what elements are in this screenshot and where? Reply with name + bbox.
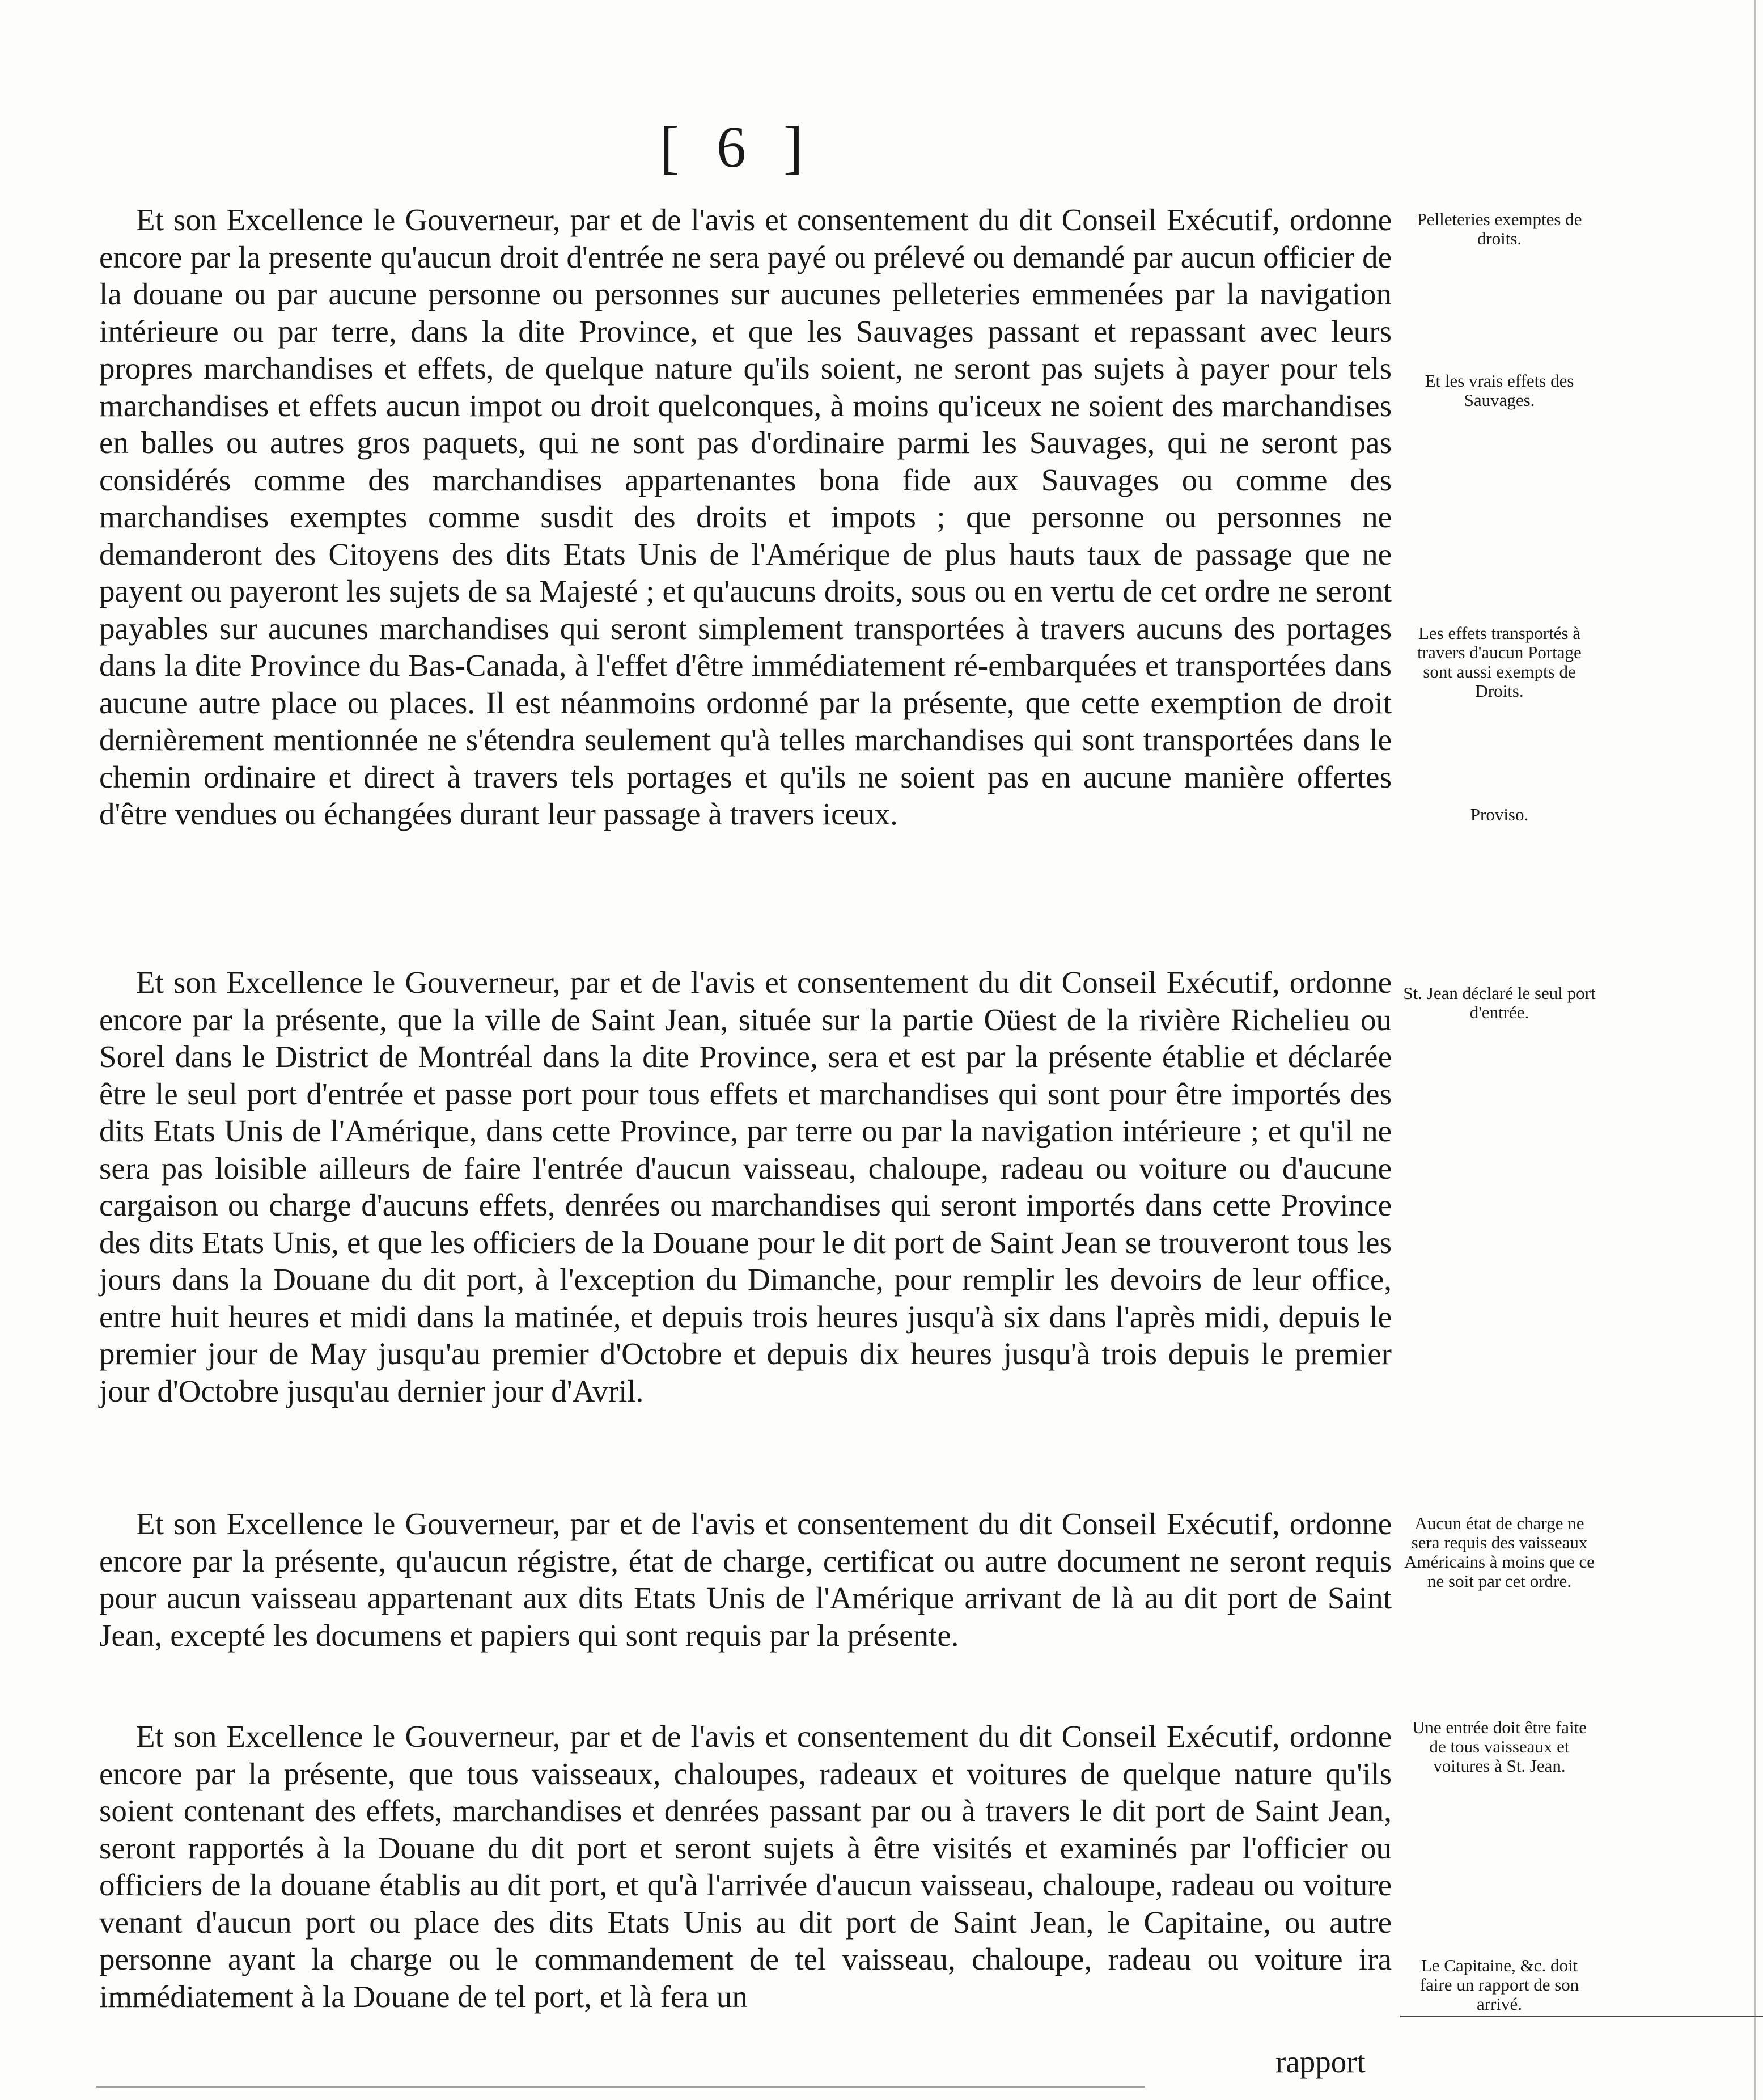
margin-note-proviso: Proviso. bbox=[1470, 805, 1529, 824]
paragraph-vaisseaux: Et son Excellence le Gouverneur, par et de l'avis et consentement du dit Conseil Exécutif, ordonne encore par la présente, que tous vaisseaux, chaloupes, radeaux et voitures de quelque nature qu'ils soient contenant des effets, marchandises et denrées passant par ou à travers le dit port de Saint Jean, seront rapportés à la Douane du dit port et seront sujets à être visités et examinés par l'officier ou officiers de la douane établis au dit port, et qu'à l'arrivée d'aucun vaisseau, chaloupe, radeau ou voiture venant d'aucun port ou place des dits Etats Unis au dit port de Saint Jean, le Capitaine, ou autre personne ayant la charge ou le commandement de tel vaisseau, chaloupe, radeau ou voiture ira immédiatement à la Douane de tel port, et là fera un bbox=[99, 1719, 1392, 2014]
margin-note-saint-jean: St. Jean déclaré le seul port d'entrée. bbox=[1403, 983, 1596, 1022]
margin-note-pelleteries: Pelleteries exemptes de droits. bbox=[1417, 209, 1582, 248]
margin-note-portages: Les effets transportés à travers d'aucun Portage sont aussi exempts de Droits. bbox=[1417, 623, 1582, 701]
paragraph-pelleteries: Et son Excellence le Gouverneur, par et de l'avis et consentement du dit Conseil Exécutif, ordonne encore par la presente qu'aucun droit d'entrée ne sera payé ou prélevé ou demandé par aucun officier de la douane ou par aucune personne ou personnes sur aucunes pelleteries emmenées par la navigation intérieure ou par terre, dans la dite Province, et que les Sauvages passant et repassant avec leurs propres marchandises et effets, de quelque nature qu'ils soient, ne seront pas sujets à payer pour tels marchandises et effets aucun impot ou droit quelconques, à moins qu'iceux ne soient des marchandises en balles ou autres gros paquets, qui ne sont pas d'ordinaire parmi les Sauvages, qui ne seront pas considérés comme des marchandises appartenantes bona fide aux Sauvages ou comme des marchandises exemptes comme susdit des droits et impots ; que personne ou personnes ne demanderont des Citoyens des dits Etats Unis de l'Amérique de plus hauts taux de passage que ne payent ou payeront les sujets de sa Majesté ; et qu'aucuns droits, sous ou en vertu de cet ordre ne seront payables sur aucunes marchandises qui seront simplement transportées à travers aucuns des portages dans la dite Province du Bas-Canada, à l'effet d'être immédiatement ré-embarquées et transportées dans aucune autre place ou places. Il est néanmoins ordonné par la présente, que cette exemption de droit dernièrement mentionnée ne s'étendra seulement qu'à telles marchandises qui sont transportées dans le chemin ordinaire et direct à travers tels portages et qu'ils ne soient pas en aucune manière offertes d'être vendues ou échangées durant leur passage à travers iceux. bbox=[99, 202, 1392, 831]
catchword: rapport bbox=[1275, 2044, 1366, 2079]
margin-note-etat-de-charge: Aucun état de charge ne sera requis des vaisseaux Américains à moins que ce ne soit par cet ordre. bbox=[1404, 1513, 1595, 1591]
page-number: [ 6 ] bbox=[659, 115, 815, 180]
paragraph-documents: Et son Excellence le Gouverneur, par et de l'avis et consentement du dit Conseil Exécutif, ordonne encore par la présente, qu'aucun régistre, état de charge, certificat ou autre document ne seront requis pour aucun vaisseau appartenant aux dits Etats Unis de l'Amérique arrivant de là au dit port de Saint Jean, excepté les documens et papiers qui sont requis par la présente. bbox=[99, 1506, 1392, 1653]
margin-note-capitaine: Le Capitaine, &c. doit faire un rapport de son arrivé. bbox=[1419, 1955, 1579, 2014]
margin-note-sauvages: Et les vrais effets des Sauvages. bbox=[1425, 371, 1574, 410]
scan-artifact-line bbox=[1400, 2016, 1763, 2017]
scan-artifact-edge bbox=[1754, 0, 1756, 2100]
margin-note-entree: Une entrée doit être faite de tous vaisseaux et voitures à St. Jean. bbox=[1412, 1717, 1587, 1776]
paragraph-saint-jean-port: Et son Excellence le Gouverneur, par et de l'avis et consentement du dit Conseil Exécutif, ordonne encore par la présente, que la ville de Saint Jean, située sur la partie Oüest de la rivière Richelieu ou Sorel dans le District de Montréal dans la dite Province, sera et est par la présente établie et déclarée être le seul port d'entrée et passe port pour tous effets et marchandises qui sont pour être importés des dits Etats Unis de l'Amérique, dans cette Province, par terre ou par la navigation intérieure ; et qu'il ne sera pas loisible ailleurs de faire l'entrée d'aucun vaisseau, chaloupe, radeau ou voiture ou d'aucune cargaison ou charge d'aucuns effets, denrées ou marchandises qui seront importés dans cette Province des dits Etats Unis, et que les officiers de la Douane pour le dit port de Saint Jean se trouveront tous les jours dans la Douane du dit port, à l'exception du Dimanche, pour remplir les devoirs de leur office, entre huit heures et midi dans la matinée, et depuis trois heures jusqu'à six dans l'après midi, depuis le premier jour de May jusqu'au premier d'Octobre et depuis dix heures jusqu'à trois depuis le premier jour d'Octobre jusqu'au dernier jour d'Avril. bbox=[99, 965, 1392, 1408]
scan-artifact-line bbox=[96, 2086, 1145, 2088]
